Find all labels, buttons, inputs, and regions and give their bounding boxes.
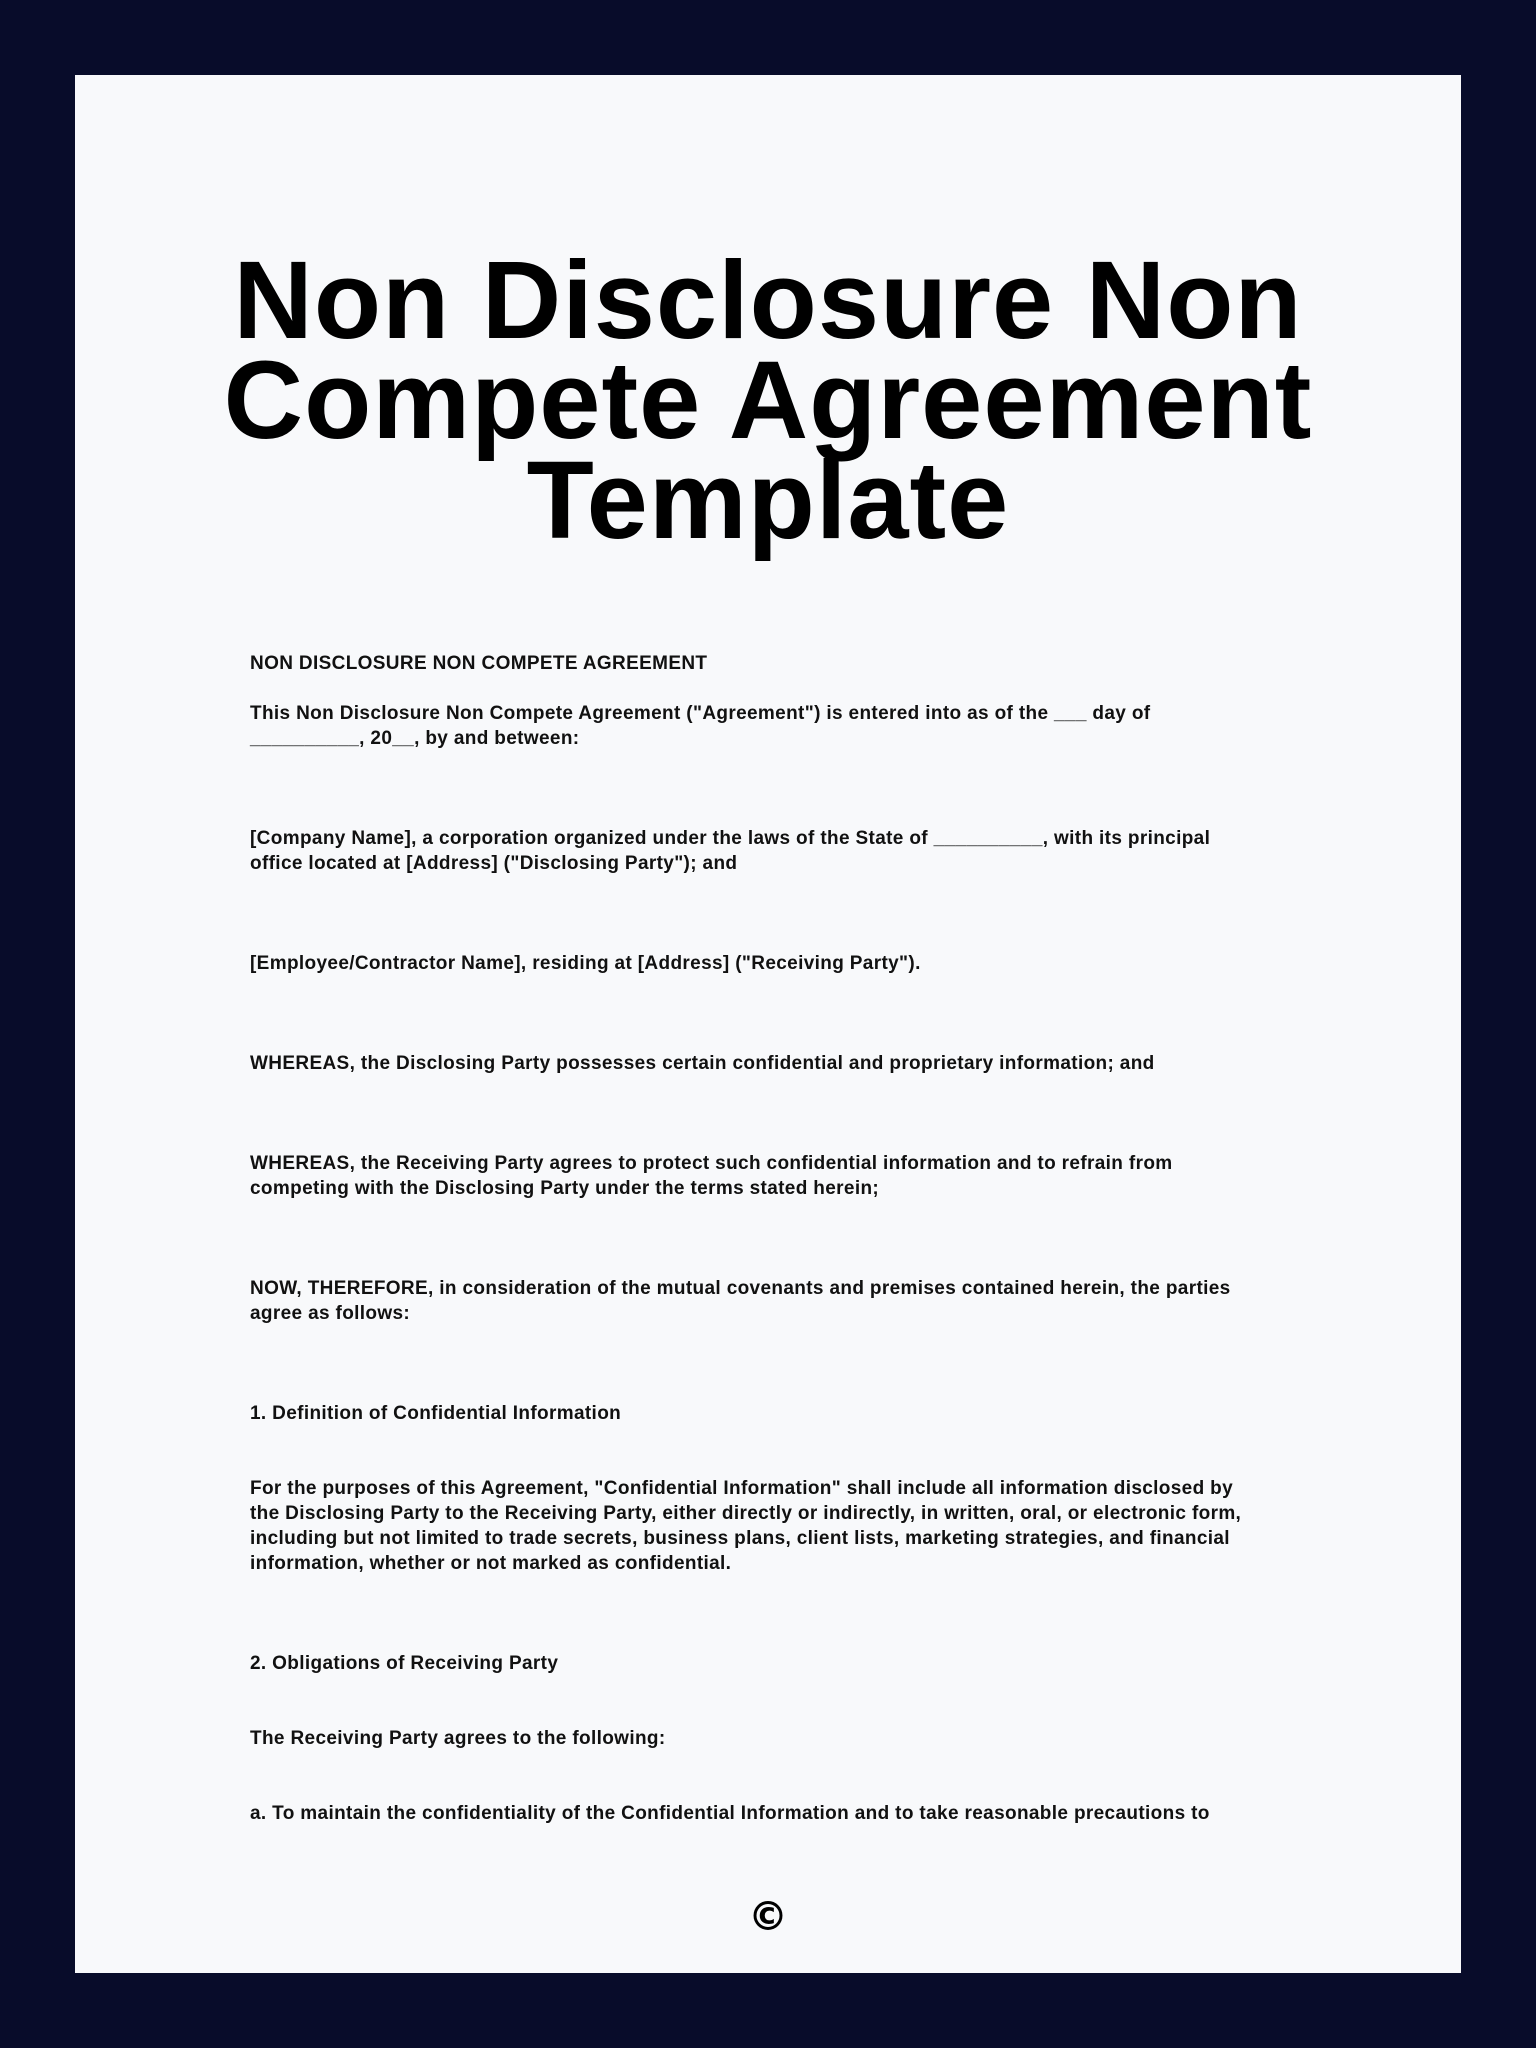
company-line-1: [Company Name], a corporation organized under the laws of the State of __________, with its principal [250,828,1211,849]
section-2-intro: The Receiving Party agrees to the following: [250,1728,666,1749]
company-paragraph [250,826,1350,876]
document-title [75,239,1461,562]
section-1-paragraph [250,1476,1350,1576]
intro-line-2: __________, 20__, by and between: [250,728,580,749]
section-1-line-2: the Disclosing Party to the Receiving Party, either directly or indirectly, in written, oral, or electronic form, [250,1503,1242,1524]
whereas-2-line-2: competing with the Disclosing Party under the terms stated herein; [250,1178,880,1199]
whereas-paragraph-2 [250,1151,1350,1201]
whereas-paragraph-1: WHEREAS, the Disclosing Party possesses certain confidential and proprietary information; and [250,1053,1155,1074]
title-line-1: Non Disclosure Non [233,239,1303,362]
title-line-2: Compete Agreement [223,339,1313,462]
section-2-item-a: a. To maintain the confidentiality of the Confidential Information and to take reasonable precautions to [250,1803,1210,1824]
title-line-3: Template [526,439,1010,562]
section-1-heading: 1. Definition of Confidential Information [250,1403,622,1424]
intro-paragraph [250,701,1350,751]
now-therefore-line-2: agree as follows: [250,1303,411,1324]
whereas-2-line-1: WHEREAS, the Receiving Party agrees to protect such confidential information and to refrain from [250,1153,1173,1174]
section-1-line-4: information, whether or not marked as confidential. [250,1553,732,1574]
intro-line-1: This Non Disclosure Non Compete Agreement ("Agreement") is entered into as of the ___ day of [250,703,1151,724]
employee-paragraph: [Employee/Contractor Name], residing at [Address] ("Receiving Party"). [250,953,921,974]
section-1-line-3: including but not limited to trade secrets, business plans, client lists, marketing strategies, and financial [250,1528,1230,1549]
section-1-line-1: For the purposes of this Agreement, "Confidential Information" shall include all information disclosed by [250,1478,1234,1499]
now-therefore-line-1: NOW, THEREFORE, in consideration of the mutual covenants and premises contained herein, the parties [250,1278,1231,1299]
company-line-2: office located at [Address] ("Disclosing Party"); and [250,853,738,874]
now-therefore-paragraph [250,1276,1350,1326]
copyright-icon: © [748,1894,788,1940]
document-page [75,75,1461,1973]
agreement-heading: NON DISCLOSURE NON COMPETE AGREEMENT [250,653,708,674]
section-2-heading: 2. Obligations of Receiving Party [250,1653,559,1674]
